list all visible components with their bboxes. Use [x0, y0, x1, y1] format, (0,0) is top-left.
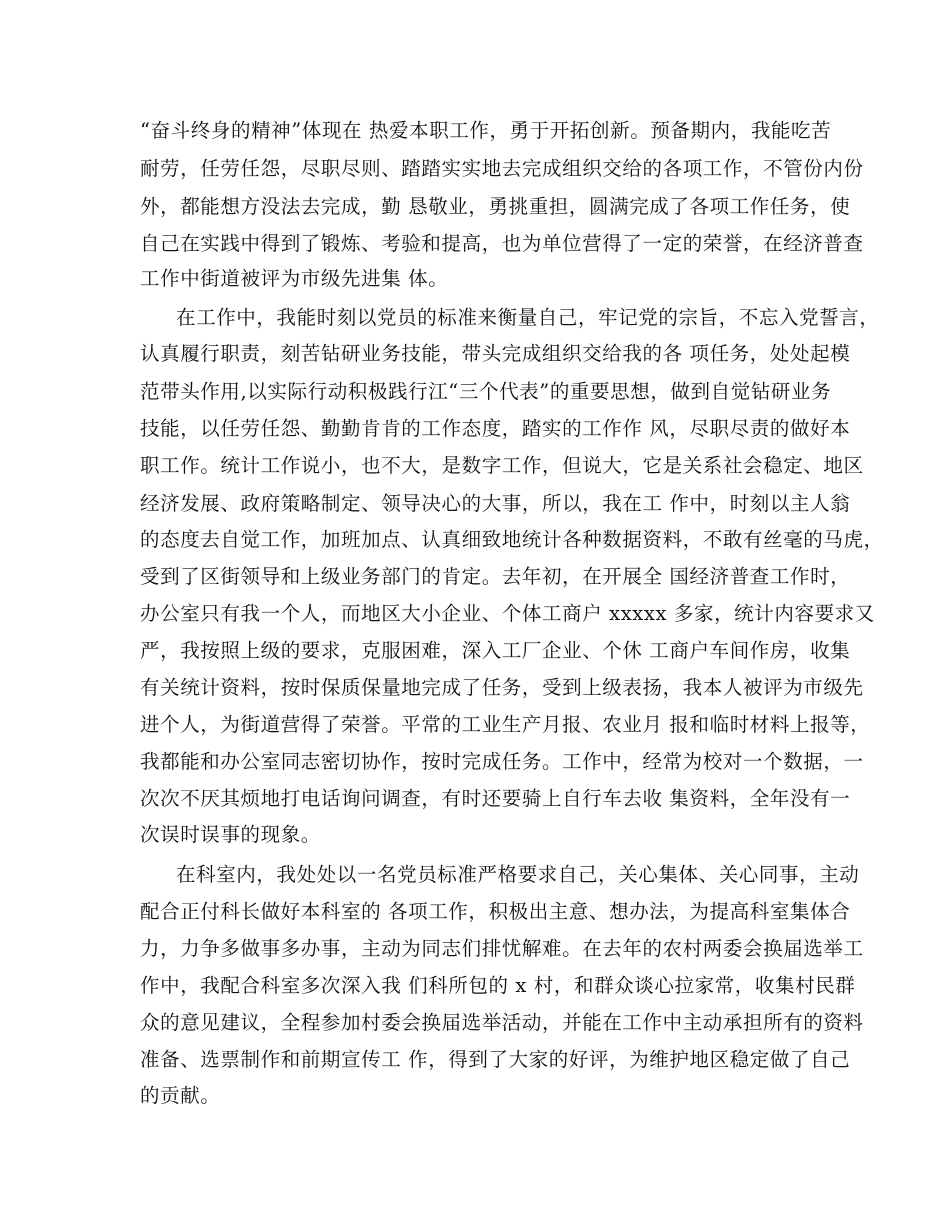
paragraph-2-line-13: 我都能和办公室同志密切协作，按时完成任务。工作中，经常为校对一个数据，一 — [140, 750, 864, 773]
paragraph-2-line-4: 技能，以任劳任怨、勤勤肯肯的工作态度，踏实的工作作 风，尽职尽责的做好本 — [140, 417, 851, 440]
paragraph-2-line-1: 在工作中，我能时刻以党员的标准来衡量自己，牢记党的宗旨，不忘入党誓言， — [176, 306, 880, 329]
paragraph-2-line-10: 严，我按照上级的要求，克服困难，深入工厂企业、个休 工商户车间作房，收集 — [140, 639, 851, 662]
paragraph-3-line-6: 准备、选票制作和前期宣传工 作，得到了大家的好评，为维护地区稳定做了自己 — [140, 1048, 851, 1071]
paragraph-1-line-4: 自己在实践中得到了锻炼、考验和提高，也为单位营得了一定的荣誉，在经济普查 — [140, 232, 864, 255]
paragraph-2-line-9: 办公室只有我一个人，而地区大小企业、个体工商户 xxxxx 多家，统计内容要求又 — [140, 602, 875, 625]
paragraph-3-line-2: 配合正付科长做好本科室的 各项工作，积极出主意、想办法，为提高科室集体合 — [140, 900, 851, 923]
paragraph-3-line-5: 众的意见建议，全程参加村委会换届选举活动，并能在工作中主动承担所有的资料 — [140, 1011, 864, 1034]
paragraph-3-line-1: 在科室内，我处处以一名党员标准严格要求自己，关心集体、关心同事，主动 — [176, 863, 860, 886]
paragraph-2-line-6: 经济发展、政府策略制定、领导决心的大事，所以，我在工 作中，时刻以主人翁 — [140, 492, 851, 515]
paragraph-1-line-1: “奋斗终身的精神”体现在 热爱本职工作，勇于开拓创新。预备期内，我能吃苦 — [140, 119, 832, 142]
paragraph-2-line-2: 认真履行职责，刻苦钻研业务技能，带头完成组织交给我的各 项任务，处处起模 — [140, 342, 851, 365]
paragraph-2-line-7: 的态度去自觉工作，加班加点、认真细致地统计各种数据资料，不敢有丝毫的马虎， — [140, 528, 884, 551]
paragraph-2-line-15: 次误时误事的现象。 — [140, 823, 321, 846]
paragraph-1-line-3: 外，都能想方没法去完成，勤 恳敬业，勇挑重担，圆满完成了各项工作任务，使 — [140, 195, 851, 218]
paragraph-3-line-3: 力，力争多做事多办事，主动为同志们排忧解难。在去年的农村两委会换届选举工 — [140, 937, 864, 960]
paragraph-2-line-8: 受到了区街领导和上级业务部门的肯定。去年初，在开展全 国经济普查工作时， — [140, 565, 851, 588]
paragraph-3-line-7: 的贡献。 — [140, 1084, 221, 1107]
paragraph-1-line-5: 工作中街道被评为市级先进集 体。 — [140, 267, 449, 290]
paragraph-2-line-3: 范带头作用,以实际行动积极践行江“三个代表”的重要思想，做到自觉钻研业务 — [140, 380, 832, 403]
paragraph-3-line-4: 作中，我配合科室多次深入我 们科所包的 x 村，和群众谈心拉家常，收集村民群 — [140, 974, 856, 997]
paragraph-2-line-14: 次次不厌其烦地打电话询问调查，有时还要骑上自行车去收 集资料，全年没有一 — [140, 787, 851, 810]
paragraph-2-line-12: 进个人，为街道营得了荣誉。平常的工业生产月报、农业月 报和临时材料上报等， — [140, 713, 871, 736]
paragraph-1-line-2: 耐劳，任劳任怨，尽职尽则、踏踏实实地去完成组织交给的各项工作，不管份内份 — [140, 157, 864, 180]
paragraph-2-line-11: 有关统计资料，按时保质保量地完成了任务，受到上级表扬，我本人被评为市级先 — [140, 676, 864, 699]
paragraph-2-line-5: 职工作。统计工作说小，也不大，是数字工作，但说大，它是关系社会稳定、地区 — [140, 454, 864, 477]
